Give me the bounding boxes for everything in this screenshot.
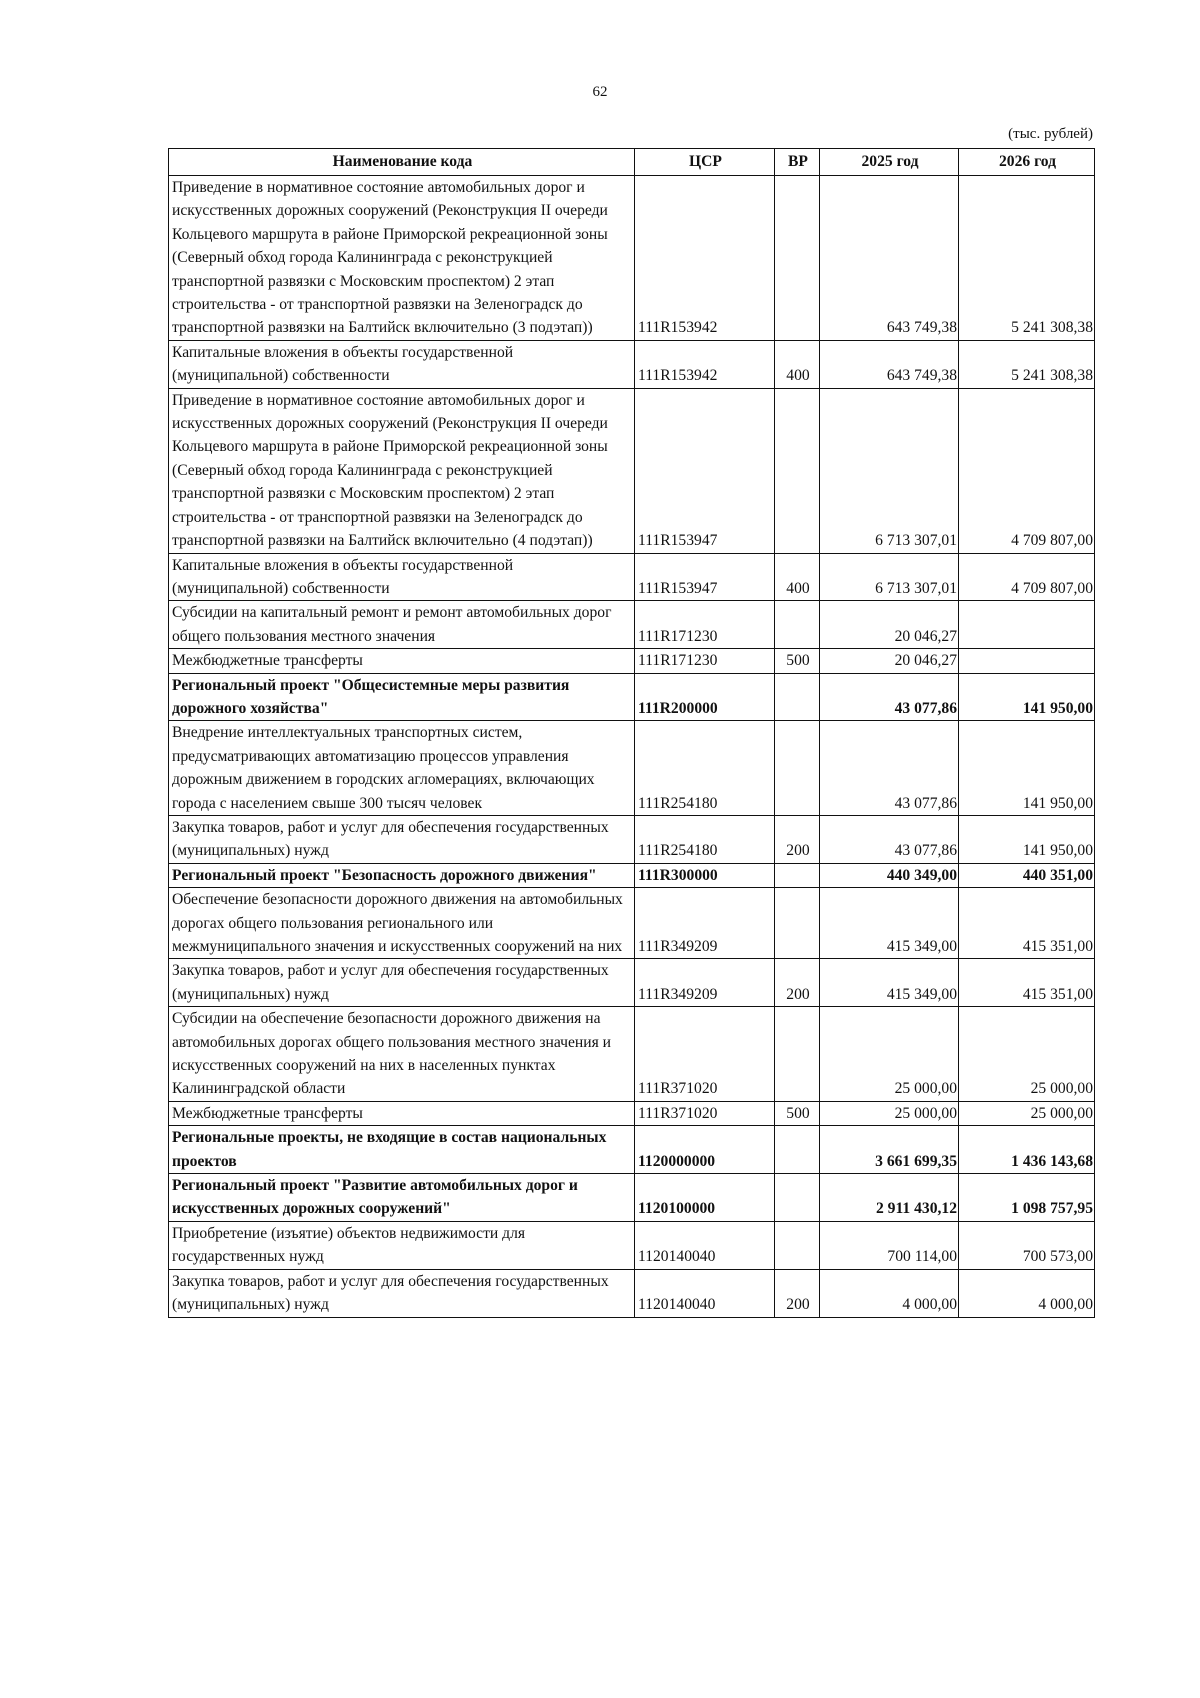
cell-2026: 700 573,00 [959,1221,1095,1269]
cell-name: Региональный проект "Общесистемные меры развития дорожного хозяйства" [169,673,635,721]
cell-vr [775,1221,820,1269]
cell-csr: 111R171230 [635,601,775,649]
cell-2025: 6 713 307,01 [820,553,959,601]
cell-2026: 5 241 308,38 [959,340,1095,388]
table-row [169,815,1095,863]
cell-name: Межбюджетные трансферты [169,649,635,673]
cell-csr: 111R200000 [635,673,775,721]
cell-name: Субсидии на обеспечение безопасности дорожного движения на автомобильных дорогах общего пользования местного значения и искусственных сооружений на них в населенных пунктах Калининградской области [169,1007,635,1102]
cell-vr: 400 [775,340,820,388]
header-vr: ВР [775,149,820,176]
cell-vr: 200 [775,815,820,863]
cell-2025: 25 000,00 [820,1007,959,1102]
cell-name: Субсидии на капитальный ремонт и ремонт автомобильных дорог общего пользования местного значения [169,601,635,649]
cell-name: Региональные проекты, не входящие в состав национальных проектов [169,1126,635,1174]
cell-name: Капитальные вложения в объекты государственной (муниципальной) собственности [169,553,635,601]
cell-2026: 4 000,00 [959,1269,1095,1317]
cell-2025: 643 749,38 [820,176,959,341]
cell-name: Закупка товаров, работ и услуг для обеспечения государственных (муниципальных) нужд [169,1269,635,1317]
cell-2026: 25 000,00 [959,1101,1095,1125]
table-body [169,176,1095,1318]
cell-name: Капитальные вложения в объекты государственной (муниципальной) собственности [169,340,635,388]
cell-csr: 1120140040 [635,1221,775,1269]
cell-vr [775,863,820,887]
cell-2025: 20 046,27 [820,601,959,649]
cell-csr: 111R349209 [635,888,775,959]
cell-csr: 111R300000 [635,863,775,887]
cell-csr: 1120140040 [635,1269,775,1317]
cell-vr: 200 [775,1269,820,1317]
cell-2026: 4 709 807,00 [959,388,1095,553]
cell-csr: 111R254180 [635,815,775,863]
cell-vr [775,673,820,721]
cell-2026: 4 709 807,00 [959,553,1095,601]
table-row [169,1101,1095,1125]
table-row [169,721,1095,816]
table-header-row [169,149,1095,176]
cell-name: Закупка товаров, работ и услуг для обеспечения государственных (муниципальных) нужд [169,815,635,863]
cell-2025: 25 000,00 [820,1101,959,1125]
cell-2025: 415 349,00 [820,959,959,1007]
cell-2025: 43 077,86 [820,815,959,863]
cell-csr: 111R254180 [635,721,775,816]
header-name: Наименование кода [169,149,635,176]
cell-2025: 440 349,00 [820,863,959,887]
cell-name: Закупка товаров, работ и услуг для обеспечения государственных (муниципальных) нужд [169,959,635,1007]
cell-2026: 25 000,00 [959,1007,1095,1102]
cell-2026: 440 351,00 [959,863,1095,887]
cell-csr: 111R371020 [635,1101,775,1125]
cell-vr [775,1126,820,1174]
cell-name: Приведение в нормативное состояние автомобильных дорог и искусственных дорожных сооружений (Реконструкция II очереди Кольцевого маршрута в районе Приморской рекреационной зоны (Северный обход города Калининграда с реконструкцией транспортной развязки с Московским проспектом) 2 этап строительства - от транспортной развязки на Зеленоградск до транспортной развязки на Балтийск включительно (3 подэтап)) [169,176,635,341]
cell-2026: 1 436 143,68 [959,1126,1095,1174]
cell-name: Региональный проект "Безопасность дорожного движения" [169,863,635,887]
cell-2026 [959,649,1095,673]
cell-2026: 141 950,00 [959,815,1095,863]
cell-2026: 141 950,00 [959,673,1095,721]
cell-vr [775,176,820,341]
cell-vr [775,388,820,553]
table-row [169,388,1095,553]
cell-2026 [959,601,1095,649]
table-row [169,553,1095,601]
cell-2026: 415 351,00 [959,959,1095,1007]
cell-2026: 415 351,00 [959,888,1095,959]
cell-csr: 111R349209 [635,959,775,1007]
cell-2026: 1 098 757,95 [959,1174,1095,1222]
table-row [169,601,1095,649]
cell-name: Приобретение (изъятие) объектов недвижимости для государственных нужд [169,1221,635,1269]
cell-csr: 111R171230 [635,649,775,673]
cell-vr: 200 [775,959,820,1007]
table-row [169,863,1095,887]
cell-2025: 700 114,00 [820,1221,959,1269]
cell-2026: 141 950,00 [959,721,1095,816]
table-row [169,1126,1095,1174]
cell-2025: 415 349,00 [820,888,959,959]
table-row [169,888,1095,959]
budget-table [168,148,1095,1318]
cell-csr: 1120000000 [635,1126,775,1174]
cell-2025: 2 911 430,12 [820,1174,959,1222]
header-csr: ЦСР [635,149,775,176]
cell-vr: 500 [775,649,820,673]
cell-vr [775,1174,820,1222]
cell-vr [775,888,820,959]
table-row [169,1174,1095,1222]
header-2026: 2026 год [959,149,1095,176]
page-number: 62 [592,84,608,100]
cell-name: Межбюджетные трансферты [169,1101,635,1125]
cell-vr: 500 [775,1101,820,1125]
table-row [169,649,1095,673]
cell-csr: 111R153942 [635,340,775,388]
cell-name: Региональный проект "Развитие автомобильных дорог и искусственных дорожных сооружений" [169,1174,635,1222]
cell-vr: 400 [775,553,820,601]
cell-2025: 43 077,86 [820,721,959,816]
cell-vr [775,601,820,649]
cell-name: Обеспечение безопасности дорожного движения на автомобильных дорогах общего пользования регионального или межмуниципального значения и искусственных сооружений на них [169,888,635,959]
cell-2025: 4 000,00 [820,1269,959,1317]
cell-2025: 43 077,86 [820,673,959,721]
units-note: (тыс. рублей) [1008,126,1093,142]
table-row [169,959,1095,1007]
cell-csr: 111R153947 [635,388,775,553]
table-row [169,176,1095,341]
table-row [169,340,1095,388]
table-row [169,1007,1095,1102]
cell-vr [775,721,820,816]
cell-2026: 5 241 308,38 [959,176,1095,341]
cell-csr: 111R153947 [635,553,775,601]
cell-2025: 643 749,38 [820,340,959,388]
cell-2025: 6 713 307,01 [820,388,959,553]
cell-csr: 111R153942 [635,176,775,341]
table-row [169,1221,1095,1269]
cell-csr: 1120100000 [635,1174,775,1222]
header-2025: 2025 год [820,149,959,176]
table-row [169,1269,1095,1317]
cell-2025: 20 046,27 [820,649,959,673]
cell-csr: 111R371020 [635,1007,775,1102]
cell-name: Внедрение интеллектуальных транспортных систем, предусматривающих автоматизацию процессов управления дорожным движением в городских агломерациях, включающих города с населением свыше 300 тысяч человек [169,721,635,816]
cell-vr [775,1007,820,1102]
cell-name: Приведение в нормативное состояние автомобильных дорог и искусственных дорожных сооружений (Реконструкция II очереди Кольцевого маршрута в районе Приморской рекреационной зоны (Северный обход города Калининграда с реконструкцией транспортной развязки с Московским проспектом) 2 этап строительства - от транспортной развязки на Зеленоградск до транспортной развязки на Балтийск включительно (4 подэтап)) [169,388,635,553]
cell-2025: 3 661 699,35 [820,1126,959,1174]
table-row [169,673,1095,721]
